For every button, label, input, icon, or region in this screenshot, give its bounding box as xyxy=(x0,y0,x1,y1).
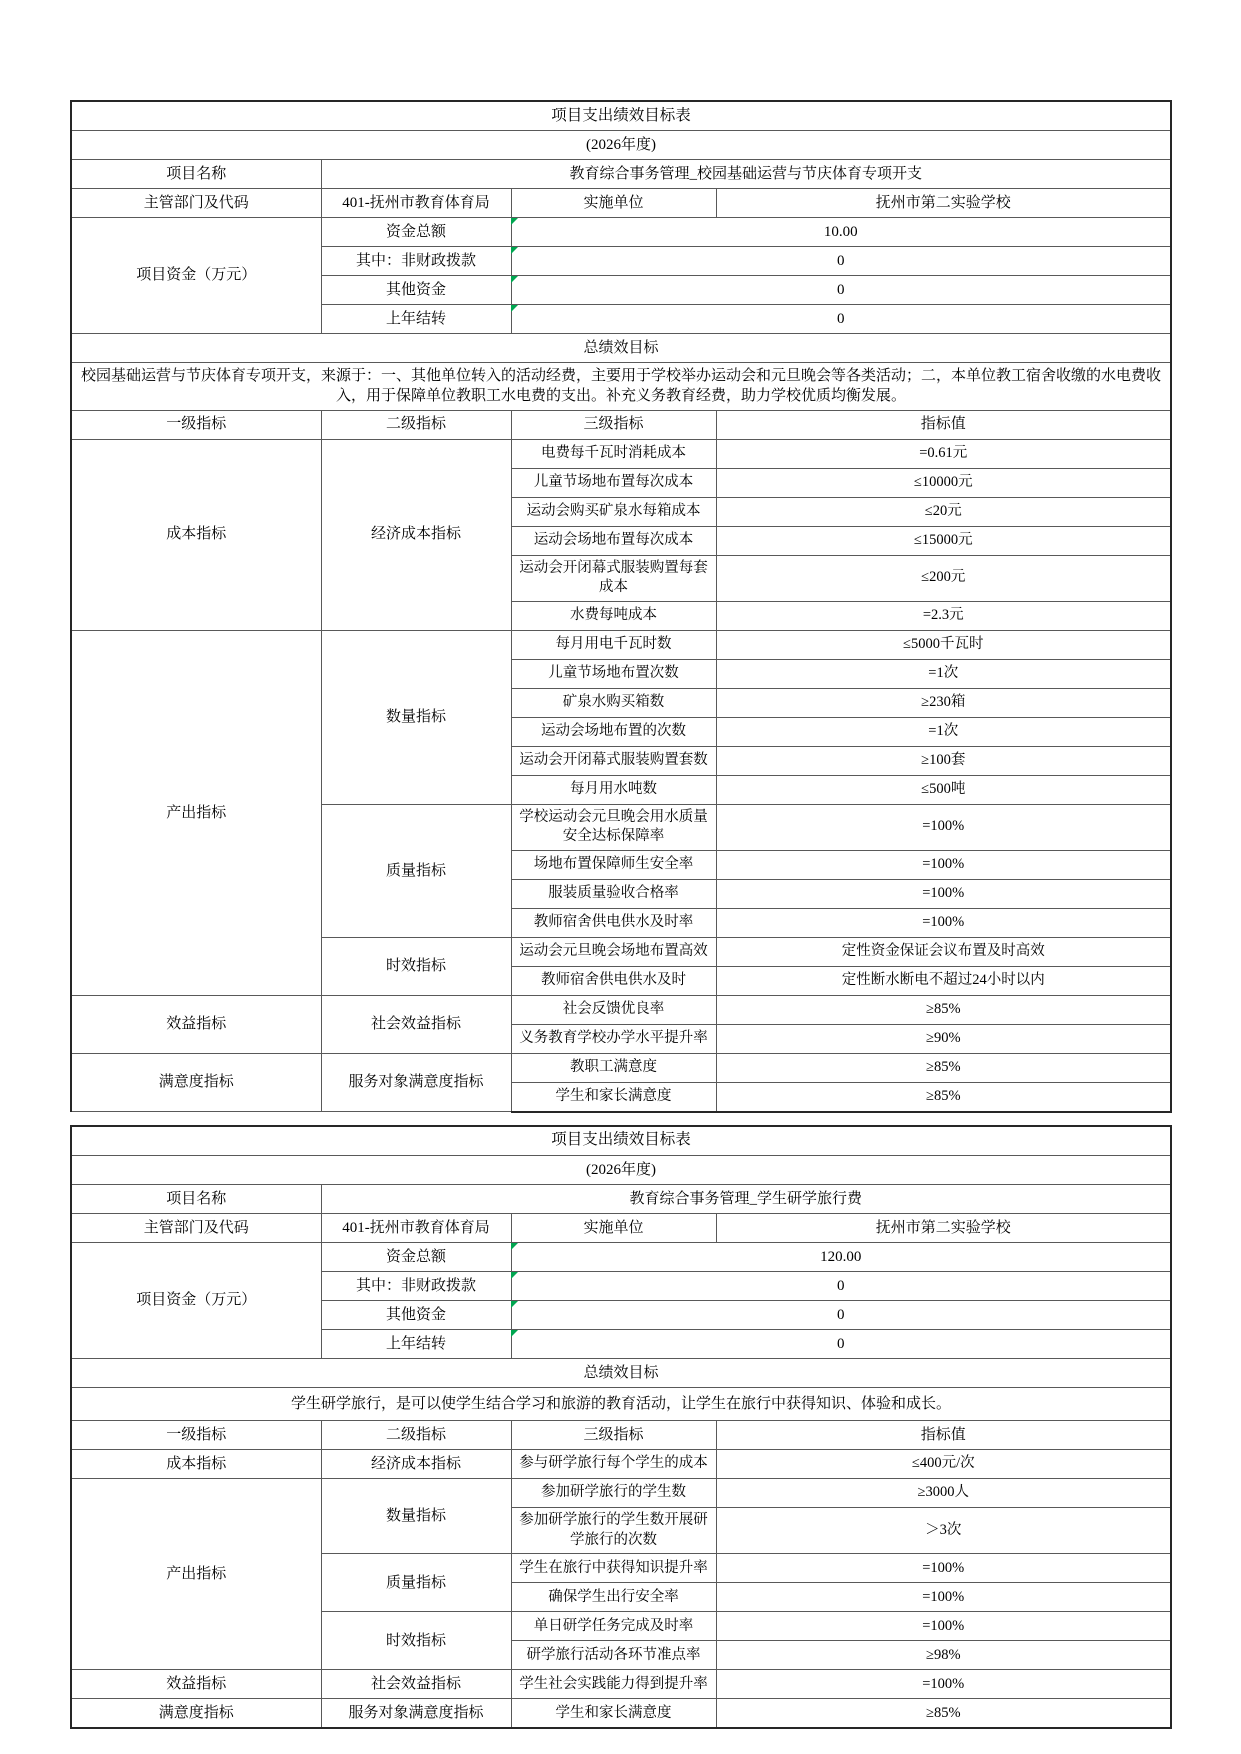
indicator-level3: 义务教育学校办学水平提升率 xyxy=(511,1024,716,1053)
fund-item-value: 10.00 xyxy=(511,218,1171,247)
indicator-value: 定性断水断电不超过24小时以内 xyxy=(716,966,1171,995)
department-label: 主管部门及代码 xyxy=(71,189,321,218)
indicator-level2: 时效指标 xyxy=(321,1612,511,1670)
overall-goal-label: 总绩效目标 xyxy=(71,1358,1171,1387)
indicator-level2: 经济成本指标 xyxy=(321,1450,511,1479)
indicator-value: ＞3次 xyxy=(716,1508,1171,1554)
indicator-row xyxy=(71,1450,1171,1479)
implementing-unit-value: 抚州市第二实验学校 xyxy=(716,189,1171,218)
indicator-level3: 学校运动会元旦晚会用水质量安全达标保障率 xyxy=(511,804,716,850)
table-title: 项目支出绩效目标表 xyxy=(71,1126,1171,1156)
indicator-level3: 服装质量验收合格率 xyxy=(511,879,716,908)
project-name-row xyxy=(71,160,1171,189)
indicator-level2: 时效指标 xyxy=(321,937,511,995)
indicator-header-3: 三级指标 xyxy=(511,1421,716,1450)
table-subtitle-row xyxy=(71,1155,1171,1184)
indicator-level2: 数量指标 xyxy=(321,1479,511,1554)
indicator-row xyxy=(71,630,1171,659)
indicator-value: =1次 xyxy=(716,717,1171,746)
indicator-value: ≤15000元 xyxy=(716,526,1171,555)
fund-item-value: 0 xyxy=(511,247,1171,276)
fund-item-value: 0 xyxy=(511,305,1171,334)
overall-goal-label-row xyxy=(71,334,1171,363)
indicator-value: ≥98% xyxy=(716,1641,1171,1670)
indicator-header-4: 指标值 xyxy=(716,410,1171,439)
overall-goal-label-row xyxy=(71,1358,1171,1387)
fund-item-value: 0 xyxy=(511,1300,1171,1329)
indicator-level3: 学生在旅行中获得知识提升率 xyxy=(511,1554,716,1583)
indicator-value: ≤10000元 xyxy=(716,468,1171,497)
fund-item-value: 120.00 xyxy=(511,1242,1171,1271)
indicator-value: ≤400元/次 xyxy=(716,1450,1171,1479)
table-fiscal-year: (2026年度) xyxy=(71,1155,1171,1184)
project-fund-row xyxy=(71,1242,1171,1271)
indicator-level2: 经济成本指标 xyxy=(321,439,511,630)
indicator-value: =100% xyxy=(716,1670,1171,1699)
indicator-level2: 数量指标 xyxy=(321,630,511,804)
fund-item-label: 其他资金 xyxy=(321,276,511,305)
project-name-label: 项目名称 xyxy=(71,1184,321,1213)
table-title-row xyxy=(71,101,1171,131)
fund-item-label: 上年结转 xyxy=(321,305,511,334)
fund-item-label: 其他资金 xyxy=(321,1300,511,1329)
indicator-level3: 运动会开闭幕式服装购置套数 xyxy=(511,746,716,775)
indicator-header-3: 三级指标 xyxy=(511,410,716,439)
indicator-value: ≤200元 xyxy=(716,555,1171,601)
indicator-level3: 教职工满意度 xyxy=(511,1053,716,1082)
indicator-header-4: 指标值 xyxy=(716,1421,1171,1450)
department-row xyxy=(71,1213,1171,1242)
indicator-level3: 学生和家长满意度 xyxy=(511,1082,716,1112)
indicator-level2: 社会效益指标 xyxy=(321,1670,511,1699)
implementing-unit-label: 实施单位 xyxy=(511,1213,716,1242)
performance-tables-container xyxy=(70,100,1171,1729)
indicator-value: ≤5000千瓦时 xyxy=(716,630,1171,659)
project-name-value: 教育综合事务管理_学生研学旅行费 xyxy=(321,1184,1171,1213)
indicator-value: =0.61元 xyxy=(716,439,1171,468)
indicator-level1: 满意度指标 xyxy=(71,1699,321,1729)
indicator-level3: 电费每千瓦时消耗成本 xyxy=(511,439,716,468)
indicator-level3: 社会反馈优良率 xyxy=(511,995,716,1024)
department-row xyxy=(71,189,1171,218)
table-title: 项目支出绩效目标表 xyxy=(71,101,1171,131)
indicator-value: =100% xyxy=(716,879,1171,908)
indicator-header-row xyxy=(71,1421,1171,1450)
project-name-value: 教育综合事务管理_校园基础运营与节庆体育专项开支 xyxy=(321,160,1171,189)
indicator-value: ≤500吨 xyxy=(716,775,1171,804)
project-fund-row xyxy=(71,218,1171,247)
indicator-header-row xyxy=(71,410,1171,439)
indicator-value: =100% xyxy=(716,804,1171,850)
fund-item-value: 0 xyxy=(511,1329,1171,1358)
indicator-level2: 质量指标 xyxy=(321,804,511,937)
indicator-level2: 服务对象满意度指标 xyxy=(321,1053,511,1112)
indicator-value: ≥230箱 xyxy=(716,688,1171,717)
indicator-level1: 产出指标 xyxy=(71,1479,321,1670)
indicator-level3: 儿童节场地布置次数 xyxy=(511,659,716,688)
indicator-level1: 产出指标 xyxy=(71,630,321,995)
indicator-header-2: 二级指标 xyxy=(321,1421,511,1450)
indicator-value: =100% xyxy=(716,1583,1171,1612)
indicator-level3: 单日研学任务完成及时率 xyxy=(511,1612,716,1641)
indicator-level3: 水费每吨成本 xyxy=(511,601,716,630)
department-value: 401-抚州市教育体育局 xyxy=(321,189,511,218)
indicator-level1: 成本指标 xyxy=(71,1450,321,1479)
indicator-level3: 每月用电千瓦时数 xyxy=(511,630,716,659)
overall-goal-text-row xyxy=(71,1387,1171,1421)
indicator-level1: 效益指标 xyxy=(71,995,321,1053)
indicator-value: =100% xyxy=(716,1554,1171,1583)
indicator-value: =100% xyxy=(716,850,1171,879)
table-subtitle-row xyxy=(71,131,1171,160)
indicator-row xyxy=(71,1053,1171,1082)
fund-item-value: 0 xyxy=(511,276,1171,305)
indicator-level1: 成本指标 xyxy=(71,439,321,630)
indicator-level2: 社会效益指标 xyxy=(321,995,511,1053)
indicator-level3: 教师宿舍供电供水及时率 xyxy=(511,908,716,937)
fund-item-label: 上年结转 xyxy=(321,1329,511,1358)
overall-goal-label: 总绩效目标 xyxy=(71,334,1171,363)
indicator-value: ≤20元 xyxy=(716,497,1171,526)
indicator-level3: 运动会购买矿泉水每箱成本 xyxy=(511,497,716,526)
indicator-level3: 场地布置保障师生安全率 xyxy=(511,850,716,879)
indicator-level1: 满意度指标 xyxy=(71,1053,321,1112)
indicator-level2: 服务对象满意度指标 xyxy=(321,1699,511,1729)
indicator-level1: 效益指标 xyxy=(71,1670,321,1699)
indicator-value: =1次 xyxy=(716,659,1171,688)
indicator-level3: 矿泉水购买箱数 xyxy=(511,688,716,717)
table-fiscal-year: (2026年度) xyxy=(71,131,1171,160)
project-fund-label: 项目资金（万元） xyxy=(71,1242,321,1358)
performance-target-table xyxy=(70,1125,1172,1730)
indicator-header-1: 一级指标 xyxy=(71,1421,321,1450)
indicator-level3: 运动会元旦晚会场地布置高效 xyxy=(511,937,716,966)
indicator-value: =2.3元 xyxy=(716,601,1171,630)
overall-goal-text-row xyxy=(71,363,1171,411)
indicator-value: ≥3000人 xyxy=(716,1479,1171,1508)
indicator-level3: 儿童节场地布置每次成本 xyxy=(511,468,716,497)
fund-item-label: 资金总额 xyxy=(321,218,511,247)
indicator-level3: 运动会开闭幕式服装购置每套成本 xyxy=(511,555,716,601)
implementing-unit-label: 实施单位 xyxy=(511,189,716,218)
indicator-header-2: 二级指标 xyxy=(321,410,511,439)
indicator-level3: 参加研学旅行的学生数开展研学旅行的次数 xyxy=(511,1508,716,1554)
indicator-value: 定性资金保证会议布置及时高效 xyxy=(716,937,1171,966)
indicator-row xyxy=(71,1479,1171,1508)
project-name-label: 项目名称 xyxy=(71,160,321,189)
project-fund-label: 项目资金（万元） xyxy=(71,218,321,334)
indicator-value: ≥85% xyxy=(716,995,1171,1024)
overall-goal-text: 学生研学旅行，是可以使学生结合学习和旅游的教育活动，让学生在旅行中获得知识、体验和成长。 xyxy=(71,1387,1171,1421)
indicator-level3: 运动会场地布置的次数 xyxy=(511,717,716,746)
indicator-value: ≥85% xyxy=(716,1053,1171,1082)
overall-goal-text: 校园基础运营与节庆体育专项开支，来源于：一、其他单位转入的活动经费，主要用于学校举办运动会和元旦晚会等各类活动；二，本单位教工宿舍收缴的水电费收入，用于保障单位教职工水电费的支出。补充义务教育经费，助力学校优质均衡发展。 xyxy=(71,363,1171,411)
department-value: 401-抚州市教育体育局 xyxy=(321,1213,511,1242)
fund-item-label: 其中：非财政拨款 xyxy=(321,247,511,276)
department-label: 主管部门及代码 xyxy=(71,1213,321,1242)
performance-target-table xyxy=(70,100,1172,1113)
indicator-level3: 确保学生出行安全率 xyxy=(511,1583,716,1612)
indicator-level3: 教师宿舍供电供水及时 xyxy=(511,966,716,995)
indicator-level3: 每月用水吨数 xyxy=(511,775,716,804)
indicator-level3: 参与研学旅行每个学生的成本 xyxy=(511,1450,716,1479)
indicator-row xyxy=(71,1670,1171,1699)
indicator-value: ≥90% xyxy=(716,1024,1171,1053)
indicator-row xyxy=(71,1699,1171,1729)
indicator-level3: 参加研学旅行的学生数 xyxy=(511,1479,716,1508)
indicator-value: =100% xyxy=(716,908,1171,937)
project-name-row xyxy=(71,1184,1171,1213)
fund-item-label: 资金总额 xyxy=(321,1242,511,1271)
indicator-value: ≥100套 xyxy=(716,746,1171,775)
indicator-level3: 学生社会实践能力得到提升率 xyxy=(511,1670,716,1699)
indicator-row xyxy=(71,439,1171,468)
fund-item-label: 其中：非财政拨款 xyxy=(321,1271,511,1300)
indicator-level3: 研学旅行活动各环节准点率 xyxy=(511,1641,716,1670)
table-title-row xyxy=(71,1126,1171,1156)
fund-item-value: 0 xyxy=(511,1271,1171,1300)
indicator-value: ≥85% xyxy=(716,1082,1171,1112)
indicator-value: =100% xyxy=(716,1612,1171,1641)
indicator-level3: 学生和家长满意度 xyxy=(511,1699,716,1729)
indicator-level3: 运动会场地布置每次成本 xyxy=(511,526,716,555)
indicator-header-1: 一级指标 xyxy=(71,410,321,439)
indicator-level2: 质量指标 xyxy=(321,1554,511,1612)
indicator-value: ≥85% xyxy=(716,1699,1171,1729)
indicator-row xyxy=(71,995,1171,1024)
implementing-unit-value: 抚州市第二实验学校 xyxy=(716,1213,1171,1242)
